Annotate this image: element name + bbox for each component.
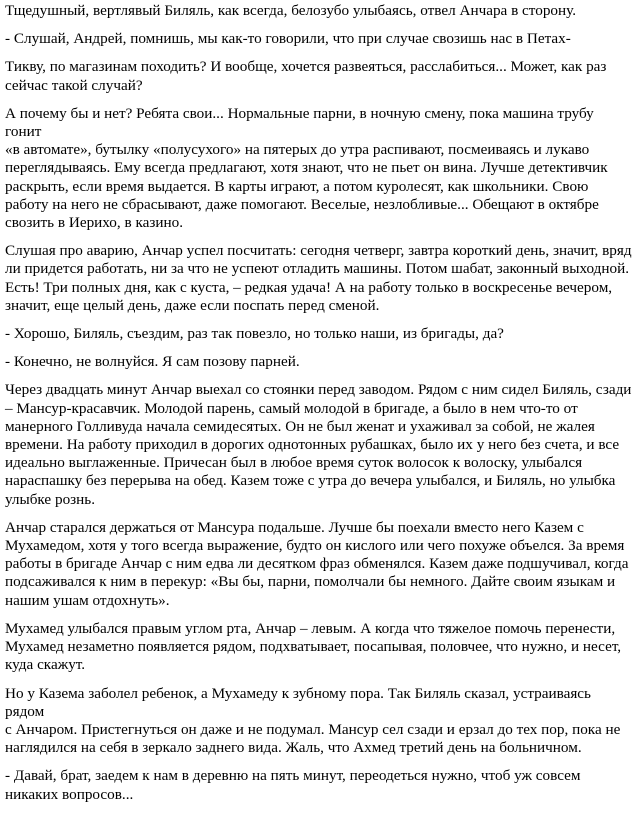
paragraph-5: Слушая про аварию, Анчар успел посчитать: сегодня четверг, завтра короткий день, значит, вряд ли придется работать, ни за что не успеют отладить машины. Потом шабат, законный выходной. Есть! Три полных дня, как с куста, – редкая удача! А на работу только в воскресенье вечером, значит, еще целый день, даже если поспать перед сменой. [5,242,632,314]
paragraph-6: - Хорошо, Биляль, съездим, раз так повезло, но только наши, из бригады, да? [5,325,504,343]
paragraph-1: Тщедушный, вертлявый Биляль, как всегда, белозубо улыбаясь, отвел Анчара в сторону. [5,2,577,19]
document-page [5,2,633,814]
paragraph-9: Анчар старался держаться от Мансура подальше. Лучше бы поехали вместо него Казем с Мухамедом, хотя у того всегда выражение, будто он кислого или чего похуже объелся. За время работы в бригаде Анчар с ним едва ли десятком фраз обменялся. Казем даже подшучивал, когда подсаживался к ним в перекур: «Вы бы, парни, помолчали бы немного. Дайте своим языкам и нашим ушам отдохнуть». [5,518,629,609]
paragraph-3: Тикву, по магазинам походить? И вообще, хочется развеяться, расслабиться... Может, как раз сейчас такой случай? [5,58,607,94]
paragraph-7: - Конечно, не волнуйся. Я сам позову парней. [5,353,300,371]
paragraph-2: - Слушай, Андрей, помнишь, мы как-то говорили, что при случае свозишь нас в Петах- [5,30,571,48]
paragraph-10: Мухамед улыбался правым углом рта, Анчар – левым. А когда что тяжелое помочь перенести, Мухамед незаметно появляется рядом, подхватывает, посапывая, половчее, что нужно, и несет, куда скажут. [5,619,622,674]
paragraph-12: - Давай, брат, заедем к нам в деревню на пять минут, переодеться нужно, чтоб уж совсем никаких вопросов... [5,767,581,803]
paragraph-4: А почему бы и нет? Ребята свои... Нормальные парни, в ночную смену, пока машина трубу гонит «в автомате», бутылку «полусухого» на пятерых до утра распивают, посмеиваясь и лукаво переглядываясь. Ему всегда предлагают, хотя знают, что не пьет он вина. Лучше детективчик раскрыть, если время выдается. В карты играют, а потом куролесят, как школьники. Свою работу на него не сбрасывают, даже помогают. Веселые, незлобливые... Обещают в октябре свозить в Иерихо, в казино. [5,104,608,232]
paragraph-11: Но у Казема заболел ребенок, а Мухамеду к зубному пора. Так Биляль сказал, устраиваясь рядом с Анчаром. Пристегнуться он даже и не подумал. Мансур сел сзади и ерзал до тех пор, пока не наглядился на себя в зеркало заднего вида. Жаль, что Ахмед третий день на больничном. [5,684,621,757]
paragraph-8: Через двадцать минут Анчар выехал со стоянки перед заводом. Рядом с ним сидел Биляль, сзади – Мансур-красавчик. Молодой парень, самый молодой в бригаде, а было в нем что-то от манерного Голливуда начала семидесятых. Он не был женат и ухаживал за собой, не жалея времени. На работу приходил в дорогих однотонных рубашках, было их у него без счета, и все идеально выглаженные. Причесан был в любое время суток волосок к волоску, улыбался нараспашку без перерыва на обед. Казем тоже с утра до вечера улыбался, и Биляль, но улыбка улыбке рознь. [5,381,632,508]
